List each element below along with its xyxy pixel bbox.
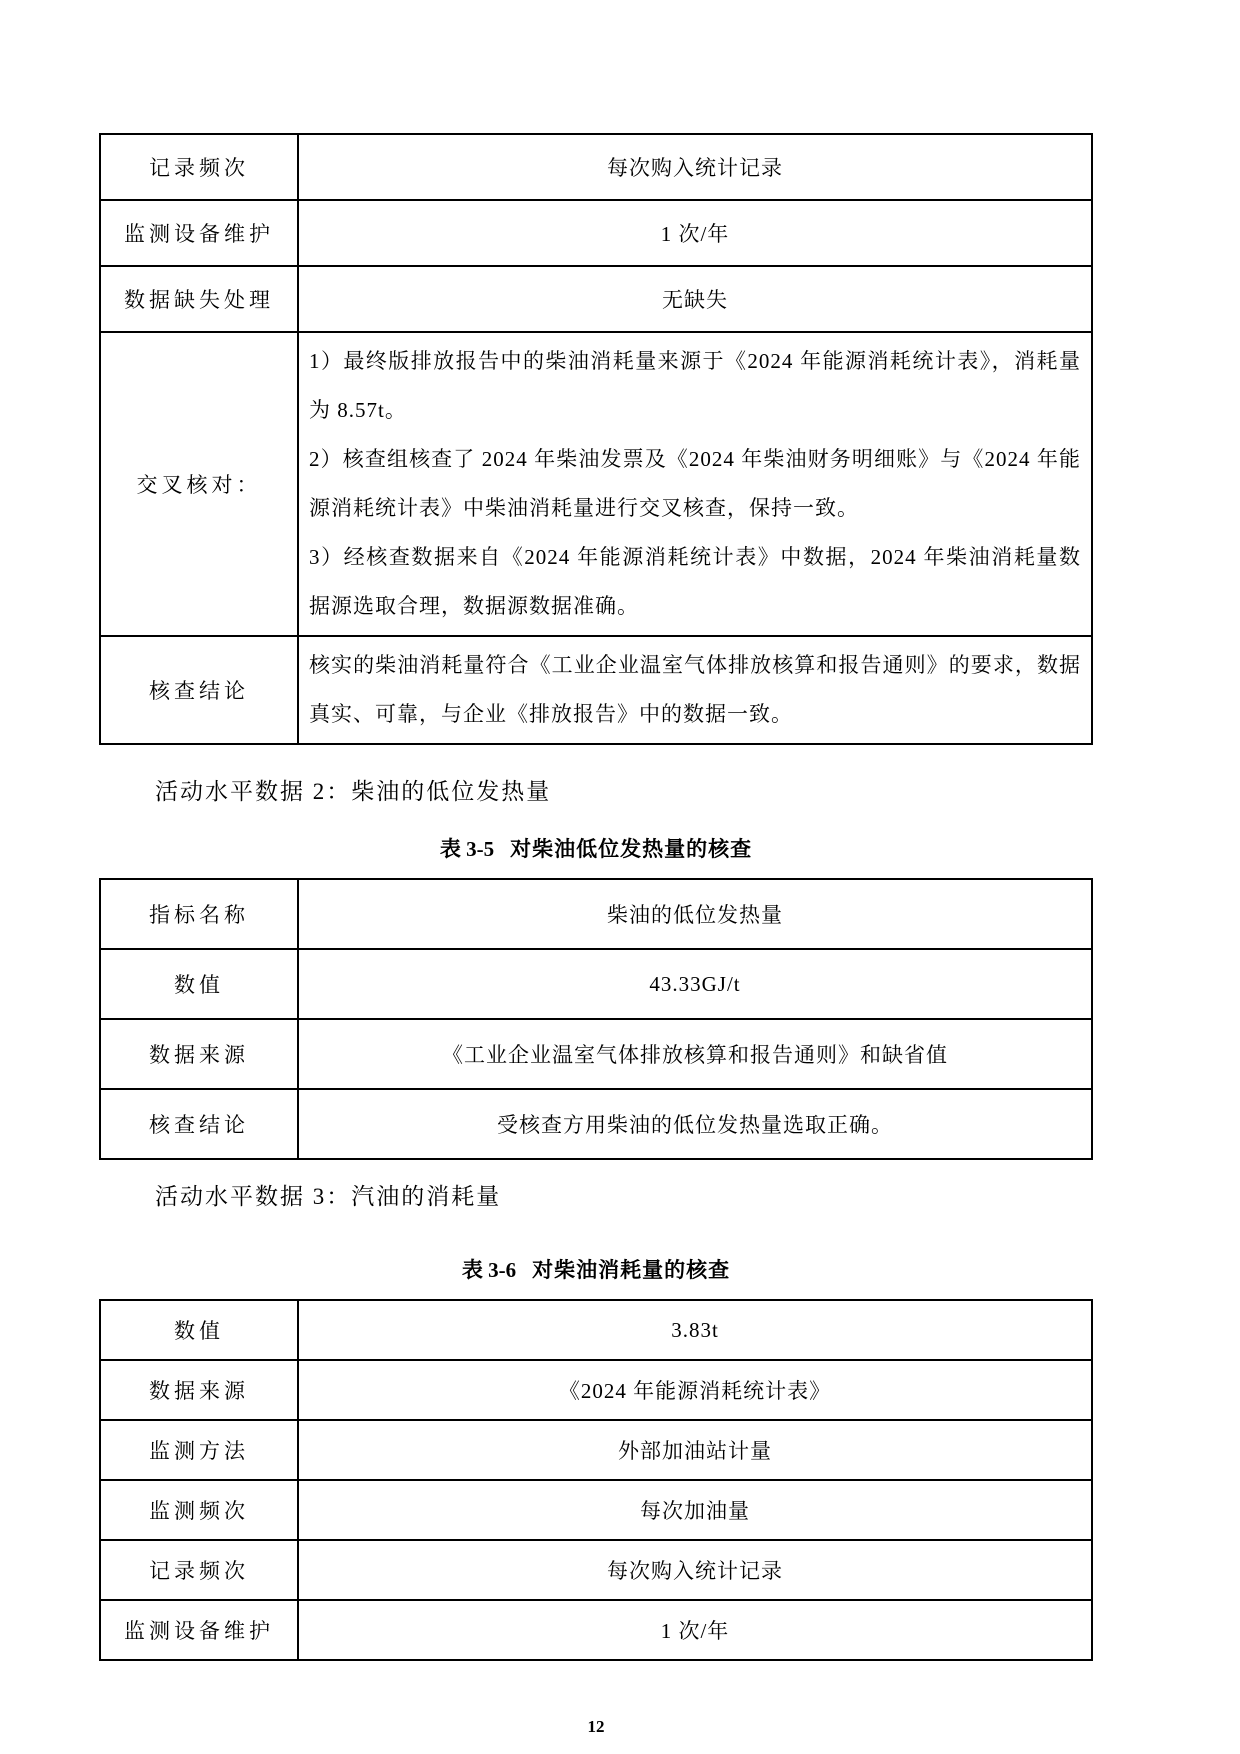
table-row — [100, 1300, 1092, 1360]
section-heading-activity-data-2: 活动水平数据 2：柴油的低位发热量 — [155, 779, 552, 804]
cross-check-item-3: 3）经核查数据来自《2024 年能源消耗统计表》中数据，2024 年柴油消耗量数据源选取合理，数据源数据准确。 — [309, 545, 1081, 618]
row-value-data-source: 《2024 年能源消耗统计表》 — [298, 1360, 1092, 1420]
cross-check-item-2: 2）核查组核查了 2024 年柴油发票及《2024 年柴油财务明细账》与《2024 年能源消耗统计表》中柴油消耗量进行交叉核查，保持一致。 — [309, 447, 1081, 520]
table-3-5-caption-title: 对柴油低位发热量的核查 — [510, 837, 753, 861]
row-value-device-maintenance: 1 次/年 — [298, 1600, 1092, 1660]
row-value-conclusion — [298, 636, 1092, 744]
table-3-6-gasoline-consumption — [99, 1299, 1093, 1661]
table-row — [100, 266, 1092, 332]
row-value-record-frequency: 每次购入统计记录 — [298, 1540, 1092, 1600]
table-3-5-caption-number: 表 3-5 — [439, 837, 495, 861]
row-label-device-maintenance: 监测设备维护 — [100, 200, 298, 266]
row-value-data-source: 《工业企业温室气体排放核算和报告通则》和缺省值 — [298, 1019, 1092, 1089]
table-3-6-caption — [99, 1256, 1093, 1285]
row-label-monitoring-method: 监测方法 — [100, 1420, 298, 1480]
conclusion-text: 核实的柴油消耗量符合《工业企业温室气体排放核算和报告通则》的要求，数据真实、可靠，与企业《排放报告》中的数据一致。 — [309, 653, 1081, 726]
row-label-missing-data: 数据缺失处理 — [100, 266, 298, 332]
table-row — [100, 1480, 1092, 1540]
row-value-indicator-name: 柴油的低位发热量 — [298, 879, 1092, 949]
table-row — [100, 1540, 1092, 1600]
row-label-monitoring-frequency: 监测频次 — [100, 1480, 298, 1540]
table-row — [100, 1420, 1092, 1480]
diesel-consumption-table-continued — [99, 133, 1093, 745]
table-row — [100, 1019, 1092, 1089]
table-3-5-caption — [99, 835, 1093, 864]
row-label-data-source: 数据来源 — [100, 1019, 298, 1089]
table-row-cross-check — [100, 332, 1092, 636]
table-row-conclusion — [100, 636, 1092, 744]
row-label-record-frequency: 记录频次 — [100, 134, 298, 200]
row-label-conclusion: 核查结论 — [100, 1089, 298, 1159]
table-row — [100, 1360, 1092, 1420]
row-label-data-source: 数据来源 — [100, 1360, 298, 1420]
row-label-device-maintenance: 监测设备维护 — [100, 1600, 298, 1660]
table-3-6-caption-number: 表 3-6 — [461, 1258, 517, 1282]
table-row — [100, 1600, 1092, 1660]
row-value-conclusion: 受核查方用柴油的低位发热量选取正确。 — [298, 1089, 1092, 1159]
row-label-numeric-value: 数值 — [100, 949, 298, 1019]
row-label-indicator-name: 指标名称 — [100, 879, 298, 949]
page-number: 12 — [587, 1717, 605, 1736]
row-value-numeric-value: 3.83t — [298, 1300, 1092, 1360]
row-value-cross-check — [298, 332, 1092, 636]
row-label-numeric-value: 数值 — [100, 1300, 298, 1360]
page-content — [99, 0, 1093, 1737]
table-row — [100, 1089, 1092, 1159]
table-3-6-caption-title: 对柴油消耗量的核查 — [532, 1258, 731, 1282]
row-value-device-maintenance: 1 次/年 — [298, 200, 1092, 266]
table-3-5-diesel-heating-value — [99, 878, 1093, 1160]
row-value-monitoring-method: 外部加油站计量 — [298, 1420, 1092, 1480]
table-row — [100, 134, 1092, 200]
table-row — [100, 200, 1092, 266]
row-value-monitoring-frequency: 每次加油量 — [298, 1480, 1092, 1540]
row-value-record-frequency: 每次购入统计记录 — [298, 134, 1092, 200]
row-label-conclusion: 核查结论 — [100, 636, 298, 744]
table-row — [100, 949, 1092, 1019]
row-value-numeric-value: 43.33GJ/t — [298, 949, 1092, 1019]
cross-check-item-1: 1）最终版排放报告中的柴油消耗量来源于《2024 年能源消耗统计表》，消耗量为 8.57t。 — [309, 349, 1081, 422]
row-value-missing-data: 无缺失 — [298, 266, 1092, 332]
row-label-record-frequency: 记录频次 — [100, 1540, 298, 1600]
top-margin — [99, 0, 1093, 133]
section-heading-activity-data-3: 活动水平数据 3：汽油的消耗量 — [155, 1184, 502, 1209]
row-label-cross-check: 交叉核对： — [100, 332, 298, 636]
table-row — [100, 879, 1092, 949]
